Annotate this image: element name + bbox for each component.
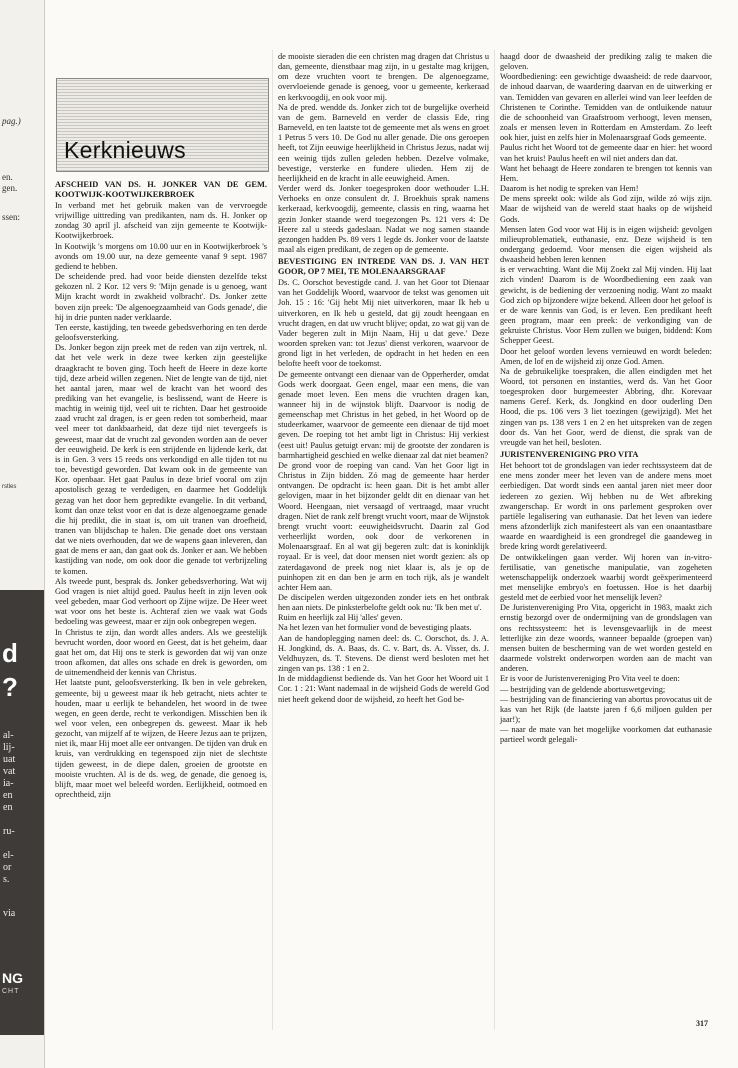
- paragraph: — naar de mate van het mogelijke voorkomen dat euthanasie partieel wordt gelegali-: [500, 725, 712, 745]
- paragraph: haagd door de dwaasheid der prediking zalig te maken die geloven.: [500, 52, 712, 72]
- paragraph: is er verwachting. Want die Mij Zoekt zal Mij vinden. Hij laat zich vinden! Daarom is de Woordbediening een zaak van gewicht, is de bediening der verzoening nodig. Want zo maakt God zich op bijzondere wijze bekend. Alleen door het geloof is er de ware kennis van God, is er leven. Een predikant heeft geen program, maar een preek: de verkondiging van de gekruiste Christus. Voor Hem zullen we buigen, biddend: Kom Schepper Geest.: [500, 265, 712, 346]
- ad-brand: NG: [2, 970, 23, 986]
- paragraph: In verband met het gebruik maken van de vervroegde vrijwillige uittreding van predikanten, nam ds. H. Jonker op zondag 30 april jl. afscheid van zijn gemeente te Kootwijk-Kootwijkerbroek.: [55, 201, 267, 241]
- paragraph: In Kootwijk 's morgens om 10.00 uur en in Kootwijkerbroek 's avonds om 19.00 uur, na deze gemeente vanaf 9 sept. 1987 gediend te hebben.: [55, 241, 267, 271]
- article-column-2: [278, 52, 489, 705]
- paragraph: Na de gebruikelijke toespraken, die allen eindigden met het Woord, tot personen en instanties, werd ds. Van het Goor toegesproken door burgemeester Abbring, dhr. Korevaar namens Geref. Kerk, ds. Jongkind en door ouderling Den Hood, die ps. 106 vers 3 liet toezingen (gewijzigd). Met het zingen van ps. 138 vers 1 en 2 en het uitspreken van de zegen door ds. Van het Goor, werd de dienst, die sprak van de vreugde van het heil, besloten.: [500, 366, 712, 447]
- sidebar-fragment: rstles: [2, 484, 17, 490]
- article-column-1: [55, 178, 267, 800]
- paragraph: — bestrijding van de geldende abortuswetgeving;: [500, 684, 666, 694]
- section-title: Kerknieuws: [64, 137, 186, 163]
- adjacent-advertisement: [0, 590, 44, 1035]
- paragraph: Er is voor de Juristenvereniging Pro Vita veel te doen:: [500, 674, 680, 684]
- ad-brand-sub: CHT: [2, 988, 20, 995]
- ad-line: en: [3, 790, 13, 801]
- ad-line: en: [3, 802, 13, 813]
- paragraph: In Christus te zijn, dan wordt alles anders. Als we geestelijk bevrucht worden, door woord en Geest, dat is het geheim, daar gaat het om, dat Hij ons te sterk is geworden dat wij van onze troon afkomen, dat alles ons schade en drek is geworden, om de uitnemendheid der kennis van Christus.: [55, 627, 267, 678]
- paragraph: De discipelen werden uitgezonden zonder iets en het ontbrak hen aan niets. De pinksterbelofte geldt ook nu: 'Ik ben met u'.: [278, 592, 489, 613]
- paragraph: Ds. Jonker begon zijn preek met de reden van zijn vertrek, nl. dat het vele werk in deze twee kerken zijn geestelijke draagkracht te boven ging. Toch heeft de Heere in deze korte tijd, deze arbeid willen zegenen. Niet de lengte van de tijd, niet het aantal jaren, maar wel de kracht van het woord des prediking van het evangelie, is beslissend, want de Heere is machtig in weinig tijd, veel uit te richten. Daar het gestrooide zaad vrucht zal dragen, is er geen reden tot somberheid, maar veel meer tot dankbaarheid, dat deze tijd niet tevergeefs is geweest, maar dat de vrucht zal gevonden worden aan de oever der eeuwigheid. De kerk is een strijdende en lijdende kerk, dat is in Gen. 3 vers 15 reeds ons verkondigd en alle tijden tot nu toe, bevestigd geworden. Dat kwam ook in de gemeente van Kor. openbaar. Het gaat Paulus in deze brief vooral om zijn apostolisch gezag te verdedigen, en daarmee het Goddelijk gezag van het door hem gepredikte evangelie. In dit verband, komt dan onze tekst voor en dat is deze algenoegzame genade die hij predikt, die in staat is, om uit tranen van droefheid, tranen van blijdschap te halen. Die genade doet ons verstaan dat we niets overhouden, dat we de wapens gaan inleveren, dan gaat de mens er aan, dan gaat ook ds. Jonker er aan. We hebben kastijding van node, om ook door die genade tot verbrijzeling te komen.: [55, 343, 267, 576]
- paragraph: Woordbediening: een gewichtige dwaasheid: de rede daarvoor, de inhoud daarvan, de waardering daarvan en de uitwerking er van. Temidden van gevaren en allerlei wind van leer leefden de Christenen te Corinthe. Temidden van de ontluikende natuur die de schoonheid van Graafstroom verhoogt, leven mensen, zoals er mensen leven in Rotterdam en Amsterdam. Zo leeft ook hier, juist en zelfs hier in Molenaarsgraaf Gods gemeente.: [500, 72, 712, 143]
- sidebar-fragment: en.: [2, 172, 13, 182]
- paragraph: Ten eerste, kastijding, ten tweede gebedsverhoring en ten derde geloofsversterking.: [55, 322, 267, 343]
- paragraph: De mens spreekt ook: wilde als God zijn, wilde zó wijs zijn. Maar de wijsheid van de wereld staat haaks op de wijsheid Gods.: [500, 194, 712, 224]
- sidebar-fragment: pag.): [2, 116, 21, 126]
- page-number: 317: [696, 1019, 708, 1028]
- ad-line: vat: [3, 766, 16, 777]
- ad-line: uat: [3, 754, 16, 765]
- paragraph: de mooiste sieraden die een christen mag dragen dat Christus u dan, gemeente, dienstbaar mag zijn, in u gestalte mag krijgen, om deze vruchten voort te brengen. De algenoegzame, overvloeiende genade is genoeg, voor u gemeente, kerkeraad en kerkvoogdij, en ook voor mij.: [278, 52, 489, 102]
- paragraph: Verder werd ds. Jonker toegesproken door wethouder L.H. Verhoeks en onze consulent dr. J. Broekhuis sprak namens kerkeraad, kerkvoogdij, gemeente, classis en ring, waarna het gezin Jonker staande werd toegezongen Ps. 121 vers 4: De Heere zal u steeds gadeslaan. Nadat we nog samen staande gezongen hadden Ps. 89 vers 1 legde ds. Jonker voor de laatste maal als eigen predikant, de zegen op de gemeente.: [278, 184, 489, 254]
- paragraph: In de middagdienst bediende ds. Van het Goor het Woord uit 1 Cor. 1 : 21: Want nademaal in de wijsheid Gods de wereld God niet heeft gekend door de wijsheid, zo heeft het God be-: [278, 674, 489, 704]
- paragraph: De grond voor de roeping van cand. Van het Goor ligt in Christus in Zijn bidden. Zó mag de gemeente haar herder ontvangen. De opdracht is: heen gaan. Dit is het ambt aller gelovigen, maar in het bijzonder geldt dit en dienaar van het Woord. Heengaan, niet versaagd of vertraagd, maar vrucht dragen. Niet de rank zelf brengt vrucht voort, maar de Wijnstok brengt vrucht voort: eeuwigheidsvrucht. Daarin zal God verheerlijkt worden, ook door de verkorenen in Molenaarsgraaf. En al wat gij begeren zult: dat is koninklijk royaal. Er is veel, dat door mensen niet wordt gezien: als op zaterdagavond de preek nog niet klaar is, als je op de puinhopen zit en dan ben je arm en toch rijk, als je wandelt achter Hem aan.: [278, 460, 490, 592]
- paragraph: Het behoort tot de grondslagen van ieder rechtssysteem dat de ene mens zonder meer het leven van de andere mens moet eerbiedigen. Dat wordt sinds een aantal jaren niet meer door iedereen zo gezien. Wij hebben nu de Wet afbreking zwangerschap. Er wordt in ons parlement gesproken over partiële legalisering van euthanasie. Dat het leven van iedere mens afzonderlijk zich manifesteert als van een onaantastbare waarde en waardigheid is een grondregel die gaandeweg in brede kring wordt gerelativeerd.: [500, 461, 712, 552]
- paragraph: De Juristenvereniging Pro Vita, opgericht in 1983, maakt zich ernstig bezorgd over de ondermijning van de grondslagen van ons rechtssysteem: het is levensgevaarlijk in de meest letterlijke zin deze woords, wanneer bepaalde (groepen van) mensen buiten de bescherming van de wet worden gesteld en daarmede volstrekt onderworpen worden aan de macht van anderen.: [500, 603, 712, 674]
- ad-line: lij-: [3, 742, 15, 753]
- sidebar-fragment: gen.: [2, 183, 18, 193]
- column-rule: [272, 50, 273, 1030]
- paragraph: Na het lezen van het formulier vond de bevestiging plaats.: [278, 623, 472, 633]
- paragraph: Mensen laten God voor wat Hij is in eigen wijsheid: gevolgen milieuproblematiek, euthanasie, enz. Deze wijsheid is ten ondergang gedoemd. Voor mensen die eigen wijsheid als dwaasheid hebben leren kennen: [500, 224, 712, 265]
- ad-big-letter: d: [2, 638, 18, 668]
- paragraph: Het laatste punt, geloofsversterking. Ik ben in vele gebreken, gemeente, bij u geweest maar ik heb getracht, niets achter te houden, maar u eerlijk te behandelen, het woord in de twee wegen, en geen derde, recht te verkondigen. Misschien ben ik wel voor velen, een onbegrepen ds. geweest. Maar ik heb gezocht, van mijzelf af te wijzen, de Heere Jezus aan te prijzen, niet ik, maar Hij moet alle eer ontvangen. De tijden van druk en kruis, van verdrukking en tegenspoed zijn niet de slechtste tijden geweest, in de diepe dalen, groeien de grootste en mooiste vruchten. Al is de ds. weg, de genade, die genoeg is, blijft, maar moet wel beleefd worden. Eerlijkheid, ootmoed en oprechtheid, zijn: [55, 678, 267, 800]
- ad-line: via: [3, 908, 16, 919]
- article-heading: JURISTENVERENIGING PRO VITA: [500, 450, 639, 460]
- ad-line: ia-: [3, 778, 14, 789]
- paragraph: Aan de handoplegging namen deel: ds. C. Oorschot, ds. J. A. H. Jongkind, ds. A. Baas, ds. C. v. Bart, ds. A. Visser, ds. J. Veldhuyzen, ds. T. Stevens. De dienst werd besloten met het zingen van ps. 138 : 1 en 2.: [278, 633, 489, 674]
- article-column-3: [500, 52, 712, 745]
- paragraph: Paulus richt het Woord tot de gemeente daar en hier: het woord van het kruis! Paulus heeft en wil niet anders dan dat.: [500, 143, 712, 163]
- column-rule: [494, 50, 495, 1030]
- ad-line: or: [3, 862, 12, 873]
- paragraph: Daarom is het nodig te spreken van Hem!: [500, 184, 639, 194]
- sidebar-fragment: ssen:: [2, 212, 20, 222]
- ad-line: ru-: [3, 826, 15, 837]
- paragraph: — bestrijding van de financiering van abortus provocatus uit de kas van het Rijk (de laatste jaren f 6,6 miljoen gulden per jaar!);: [500, 694, 712, 724]
- ad-line: el-: [3, 850, 14, 861]
- paragraph: Ruim en heerlijk zal Hij 'alles' geven.: [278, 613, 403, 623]
- paragraph: De scheidende pred. had voor beide diensten dezelfde tekst gekozen nl. 2 Kor. 12 vers 9: 'Mijn genade is u genoeg, want Mijn kracht wordt in zwakheid volbracht'. Ds. Jonker zette boven zijn preek: 'De algenoegzaamheid van Gods genade', die hij in drie punten nader verklaarde.: [55, 272, 267, 322]
- ad-line: s.: [3, 874, 10, 885]
- ad-line: al-: [3, 730, 14, 741]
- paragraph: Ds. C. Oorschot bevestigde cand. J. van het Goor tot Dienaar van het Goddelijk Woord, waarvoor de tekst was genomen uit Joh. 15 : 16: 'Gij hebt Mij niet uitverkoren, maar Ik heb u uitverkoren, en Ik heb u gesteld, dat gij zoudt heengaan en vrucht dragen, en dat uw vrucht blijve; opdat, zo wat gij van de Vader begeren zult in Mijn Naam, Hij u dat geve.' Deze woorden spreken van: tot Jezus' dienst verkoren, waarvoor de grond ligt in het verleden, de opdracht in het heden en een belofte heeft voor de toekomst.: [278, 278, 489, 369]
- paragraph: Na de pred. wendde ds. Jonker zich tot de burgelijke overheid van de gem. Barneveld en verder de classis Ede, ring Barneveld, en ten laatste tot de gemeente met als wens en groet 1 Petrus 5 vers 10. De God nu aller genade. Die ons geroepen heeft, tot Zijn eeuwige heerlijkheid in Christus Jezus, nadat wij een weinig tijds zullen geleden hebben. Dezelve volmake, bevestige, versterke en fundere ulieden. Hem zij de heerlijkheid en de kracht in alle eeuwigheid. Amen.: [278, 102, 489, 183]
- ad-question-mark: ?: [2, 672, 18, 702]
- paragraph: De ontwikkelingen gaan verder. Wij horen van in-vitro-fertilisatie, van genetische manipulatie, van zogeheten wetenschappelijk onderzoek waarbij wordt geëxperimenteerd met menselijke embryo's en foetussen. Hoe is het daarbij gesteld met de eerbied voor het menselijk leven?: [500, 552, 712, 603]
- paragraph: Door het geloof worden levens vernieuwd en wordt beleden: Amen, de lof en de wijsheid zij onze God. Amen.: [500, 346, 712, 366]
- paragraph: Als tweede punt, besprak ds. Jonker gebedsverhoring. Wat wij God vragen is niet altijd goed. Paulus heeft in zijn leven ook veel gebeden, maar God verhoort op Zijne wijze. De Heer weet wat voor ons het beste is. Achteraf zien we vaak wat Gods bedoeling was geweest, maar er zijn ook onbegrepen wegen.: [55, 576, 267, 627]
- paragraph: De gemeente ontvangt een dienaar van de Opperherder, omdat Gods werk doorgaat. Geen engel, maar een mens, die van genade moet leven. Een mens die vruchten dragen kan, wanneer hij in de wijnstok blijft. Daarvoor is nodig de gemeenschap met Christus in het gebed, in het Woord op de studeerkamer, waarvoor de gemeente een dienaar de tijd moet geven. De roeping tot het ambt ligt in Christus: Hij verkiest (eest uit! Paulus getuigt ervan: mij de grootste der zondaren is barmhartigheid geschied en welke dienaar zal dat niet beamen?: [278, 369, 489, 460]
- article-heading: AFSCHEID VAN DS. H. JONKER VAN DE GEM. KOOTWIJK-KOOTWIJKERBROEK: [55, 180, 267, 199]
- article-heading: BEVESTIGING EN INTREDE VAN DS. J. VAN HET GOOR, OP 7 MEI, TE MOLENAARSGRAAF: [278, 257, 489, 277]
- paragraph: Want het behaagt de Heere zondaren te brengen tot kennis van Hem.: [500, 163, 712, 183]
